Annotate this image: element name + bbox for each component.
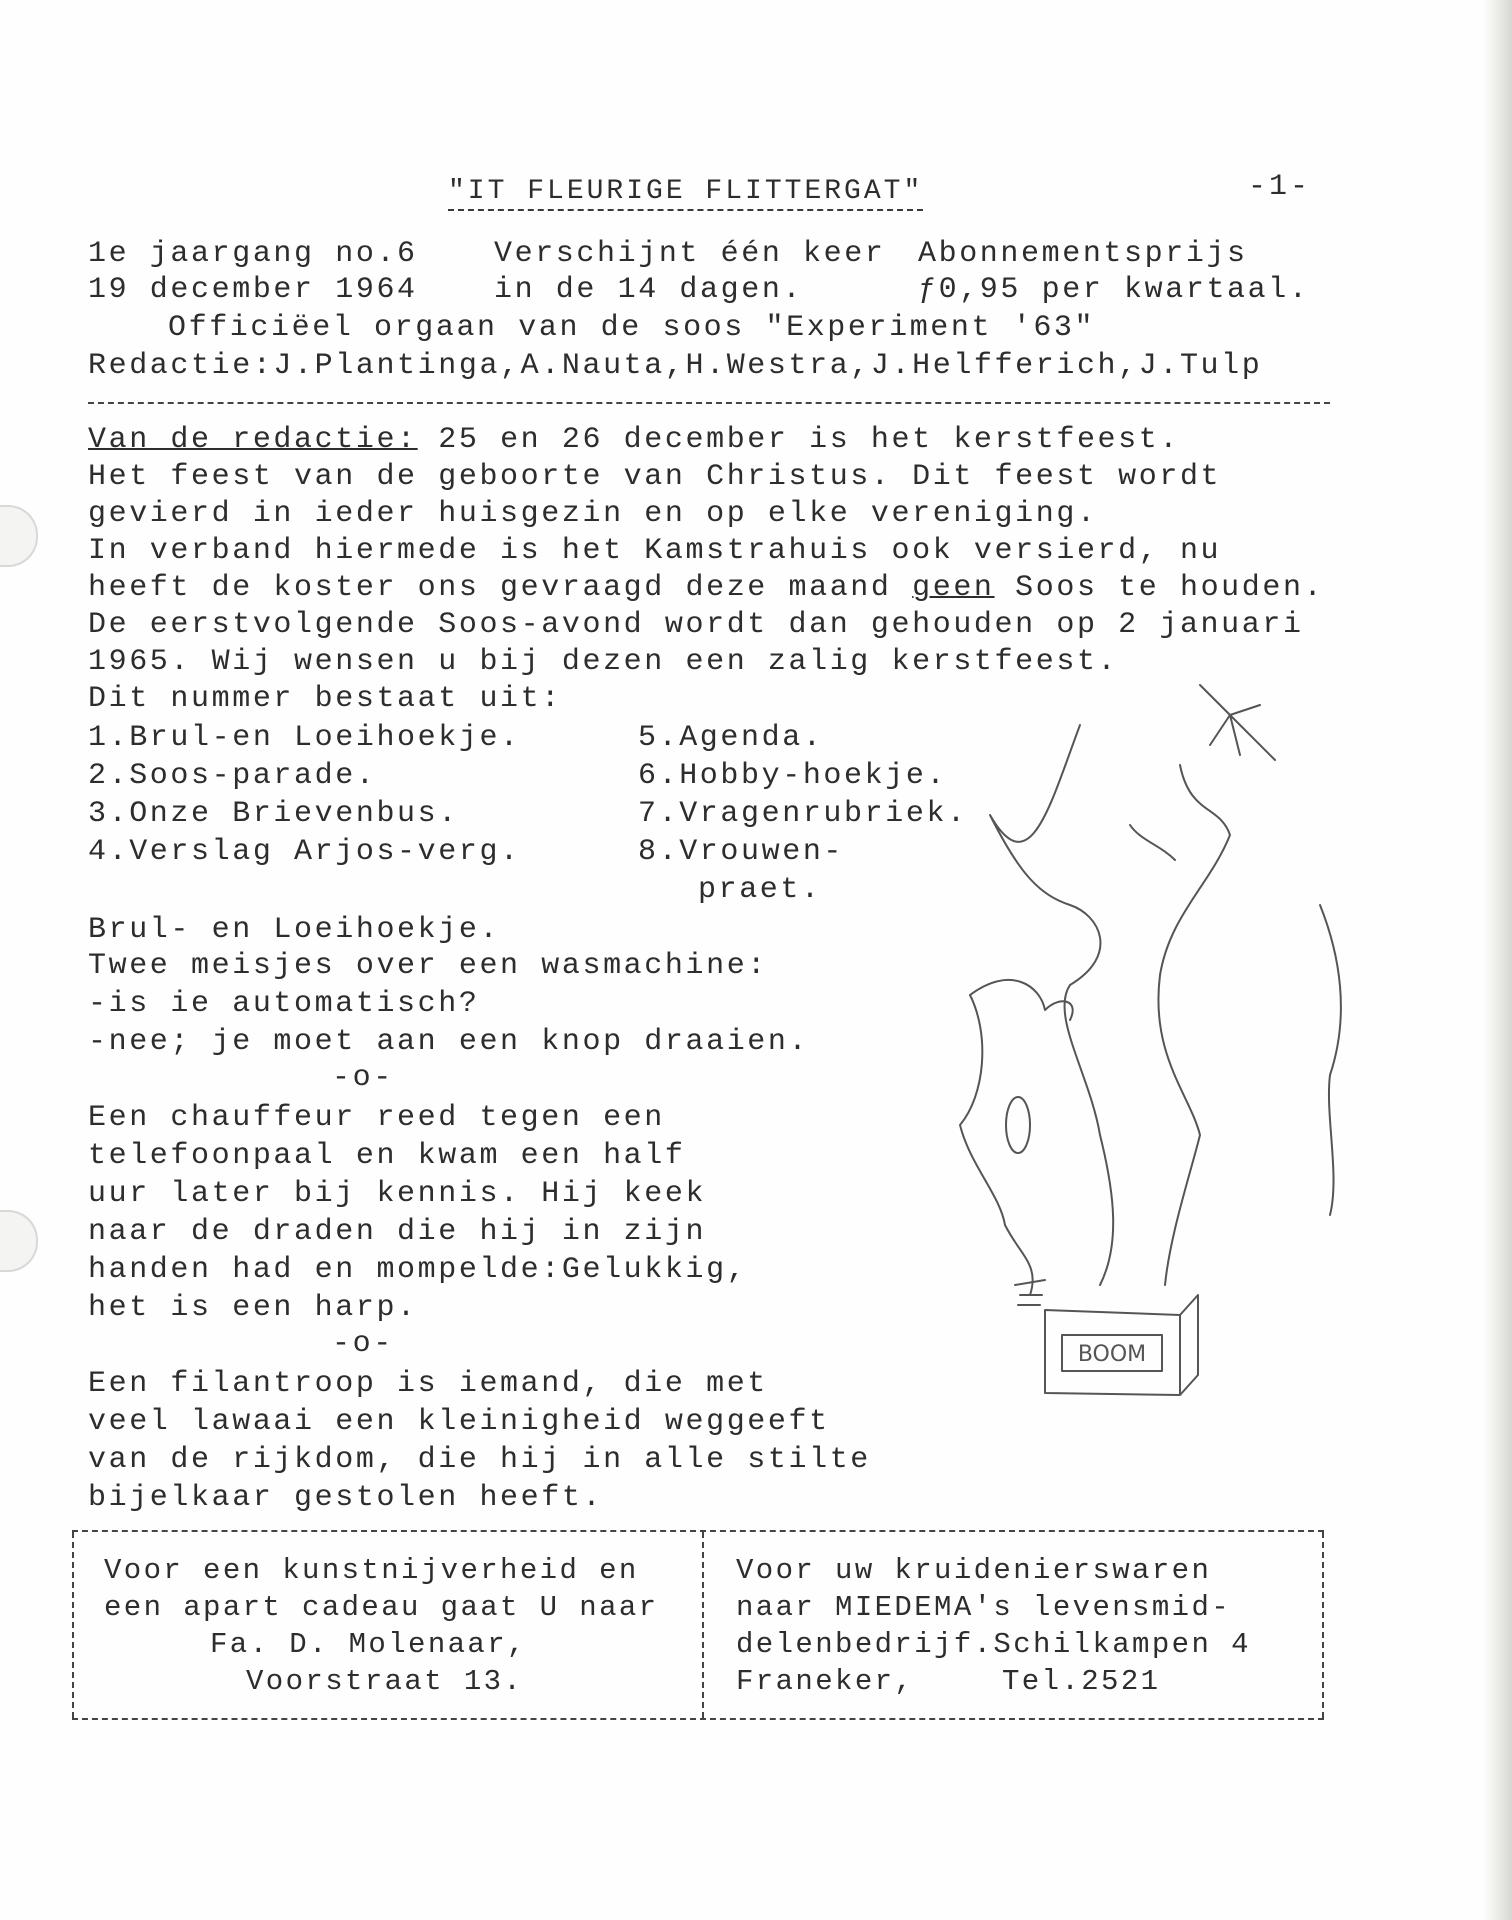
ad-left-line: Voorstraat 13.: [246, 1665, 524, 1698]
contents-item: 8.Vrouwen-: [638, 835, 845, 869]
contents-item: praet.: [698, 873, 822, 907]
joke-line: van de rijkdom, die hij in alle stilte: [88, 1443, 871, 1477]
newsletter-title: "IT FLEURIGE FLITTERGAT": [448, 176, 923, 211]
contents-intro: Dit nummer bestaat uit:: [88, 682, 562, 716]
contents-item: 1.Brul-en Loeihoekje.: [88, 721, 521, 755]
joke-line: -nee; je moet aan een knop draaien.: [88, 1025, 810, 1059]
joke-line: telefoonpaal en kwam een half: [88, 1139, 686, 1173]
contents-item: 3.Onze Brievenbus.: [88, 797, 459, 831]
ad-divider: [702, 1532, 704, 1718]
joke-line: Twee meisjes over een wasmachine:: [88, 949, 768, 983]
page-edge-shadow: [1484, 0, 1512, 1920]
margin-sketch-line: [1320, 905, 1341, 1215]
joke-line: het is een harp.: [88, 1291, 418, 1325]
frequency-line-2: in de 14 dagen.: [494, 273, 804, 307]
boom-sculpture-drawing: [930, 655, 1370, 1435]
joke-line: Een filantroop is iemand, die met: [88, 1367, 768, 1401]
joke-line: handen had en mompelde:Gelukkig,: [88, 1253, 748, 1287]
joke-separator: -o-: [332, 1327, 394, 1361]
punch-hole-bottom: [0, 1210, 38, 1272]
contents-item: 2.Soos-parade.: [88, 759, 377, 793]
page-number: -1-: [1248, 170, 1312, 204]
joke-line: uur later bij kennis. Hij keek: [88, 1177, 707, 1211]
ad-left-line: een apart cadeau gaat U naar: [104, 1591, 659, 1624]
editorial-line-5: [88, 570, 1324, 606]
header-divider: [88, 402, 1330, 404]
joke-line: naar de draden die hij in zijn: [88, 1215, 707, 1249]
ad-phone: Tel.2521: [1002, 1665, 1161, 1698]
ad-right-line: Voor uw kruidenierswaren: [736, 1554, 1212, 1587]
editorial-line-7: 1965. Wij wensen u bij dezen een zalig kerstfeest.: [88, 645, 1119, 679]
contents-item: 5.Agenda.: [638, 721, 824, 755]
volume-number: 1e jaargang no.6: [88, 237, 418, 271]
subscription-label: Abonnementsprijs: [918, 237, 1248, 271]
advertisement-box: [72, 1530, 1324, 1720]
head-sketch: [960, 995, 1033, 1295]
bird-sketch: [1200, 685, 1275, 760]
contents-item: 7.Vragenrubriek.: [638, 797, 968, 831]
joke-line: veel lawaai een kleinigheid weggeeft: [88, 1405, 830, 1439]
joke-line: -is ie automatisch?: [88, 987, 480, 1021]
eye-sketch: [1006, 1097, 1030, 1153]
hair-lines: [1130, 825, 1175, 860]
editors-list: Redactie:J.Plantinga,A.Nauta,H.Westra,J.Helfferich,J.Tulp: [88, 349, 1263, 383]
ear-sketch: [970, 980, 1073, 1020]
contents-item: 4.Verslag Arjos-verg.: [88, 835, 521, 869]
editorial-line-1: [88, 422, 1180, 458]
editorial-text: heeft de koster ons gevraagd deze maand: [88, 571, 913, 605]
editorial-text: Soos te houden.: [994, 571, 1325, 605]
frequency-line-1: Verschijnt één keer: [494, 237, 886, 271]
subscription-price: ƒ0,95 per kwartaal.: [918, 273, 1310, 307]
ad-right-line: Franeker,: [736, 1665, 915, 1698]
editorial-line-3: gevierd in ieder huisgezin en op elke vereniging.: [88, 497, 1098, 531]
editorial-line-2: Het feest van de geboorte van Christus. Dit feest wordt: [88, 460, 1222, 494]
issue-date: 19 december 1964: [88, 273, 418, 307]
emphasis-geen: geen: [912, 571, 995, 605]
ad-border-left: [72, 1532, 74, 1718]
sculpture-right-outline: [1158, 765, 1230, 1285]
editorial-line-4: In verband hiermede is het Kamstrahuis ook versierd, nu: [88, 534, 1222, 568]
joke-line: Een chauffeur reed tegen een: [88, 1101, 665, 1135]
ad-right-line: delenbedrijf.Schilkampen 4: [736, 1628, 1251, 1661]
editorial-text: 25 en 26 december is het kerstfeest.: [417, 423, 1180, 457]
ad-left-line: Fa. D. Molenaar,: [210, 1628, 527, 1661]
editorial-heading: Van de redactie:: [88, 423, 418, 457]
punch-hole-top: [0, 505, 38, 567]
contents-item: 6.Hobby-hoekje.: [638, 759, 948, 793]
editorial-line-6: De eerstvolgende Soos-avond wordt dan gehouden op 2 januari: [88, 608, 1304, 642]
ad-border-right: [1322, 1532, 1324, 1718]
joke-line: bijelkaar gestolen heeft.: [88, 1481, 604, 1515]
ad-left-line: Voor een kunstnijverheid en: [104, 1554, 639, 1587]
jokes-heading: Brul- en Loeihoekje.: [88, 913, 501, 947]
pedestal-label: BOOM: [1077, 1342, 1147, 1367]
official-organ: Officiëel orgaan van de soos "Experiment '63": [168, 311, 1096, 345]
joke-separator: -o-: [332, 1061, 394, 1095]
ad-right-line: naar MIEDEMA's levensmid-: [736, 1591, 1232, 1624]
